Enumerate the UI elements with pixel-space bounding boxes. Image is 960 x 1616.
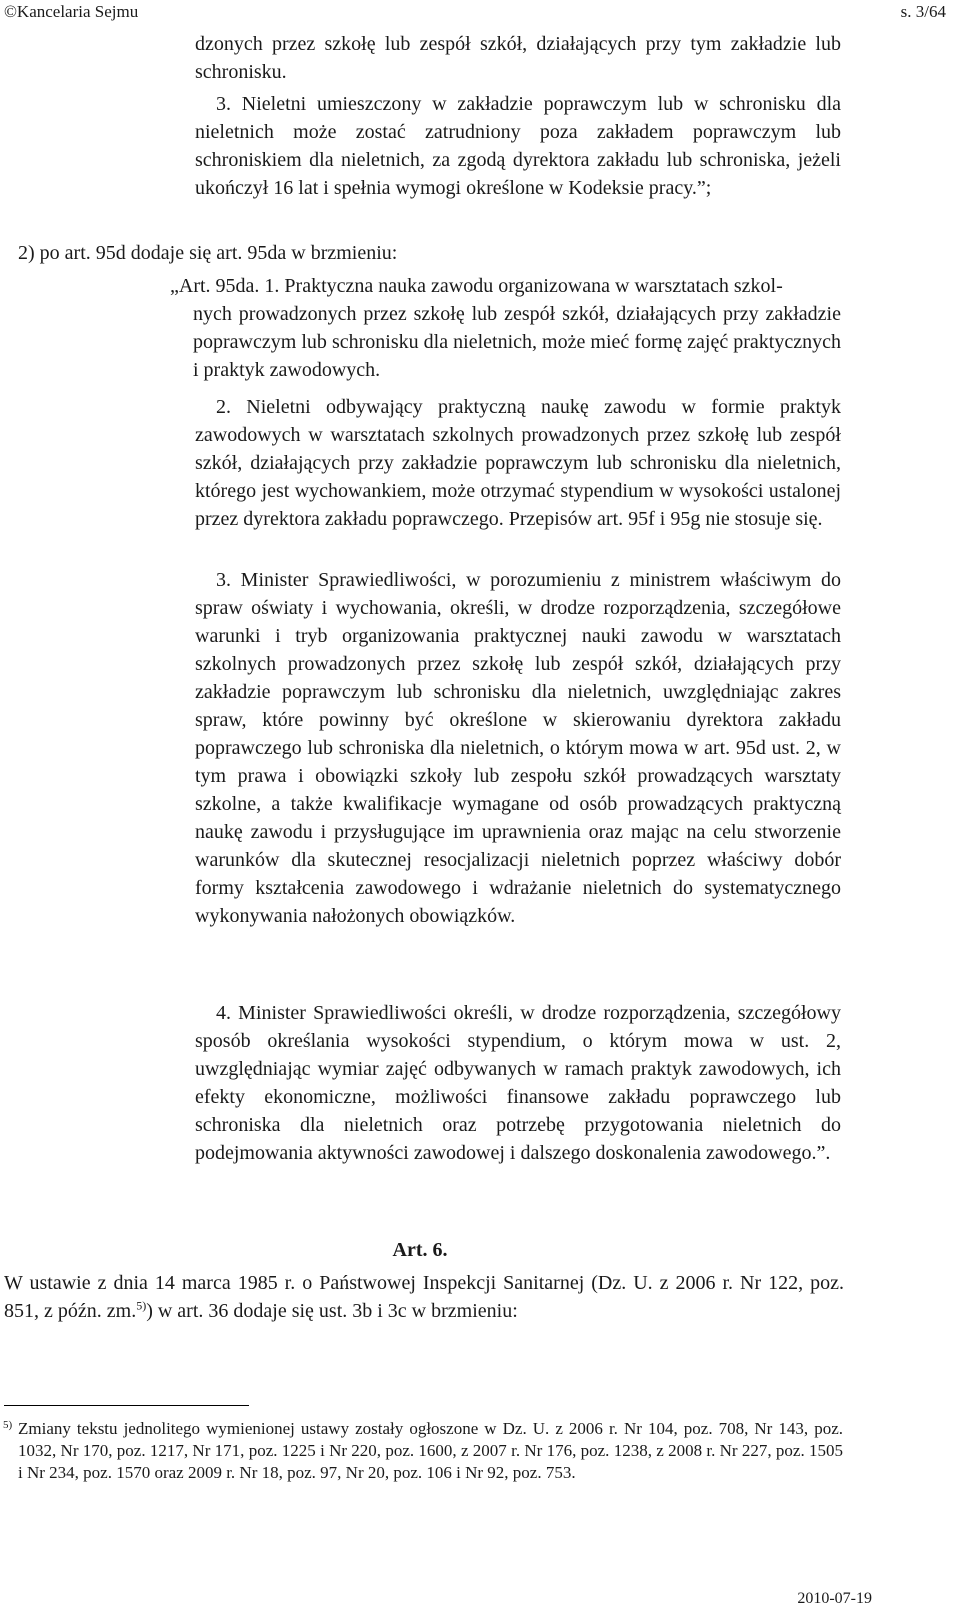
list-item-2: 2) po art. 95d dodaje się art. 95da w brzmieniu: bbox=[18, 242, 398, 264]
article-6-text-start: W ustawie z dnia 14 marca 1985 r. o Państwowej Inspekcji Sanitarnej (Dz. U. z 2006 r. Nr 122, poz. 851, z późn. zm. bbox=[4, 1272, 844, 1322]
article-6-body bbox=[4, 1269, 844, 1325]
paragraph-ust-3: 3. Nieletni umieszczony w zakładzie poprawczym lub w schronisku dla nieletnich może zostać zatrudniony poza zakładem poprawczym lub schroniskiem dla nieletnich, za zgodą dyrektora zakładu lub schroniska, jeżeli ukończył 16 lat i spełnia wymogi określone w Kodeksie pracy.”; bbox=[195, 93, 841, 199]
footnote-marker: 5) bbox=[3, 1419, 13, 1431]
article-95da-ust-1-rest: nych prowadzonych przez szkołę lub zespół szkół, działających przy zakładzie poprawczym lub schronisku dla nieletnich, może mieć formę zajęć praktycznych i praktyk zawodowych. bbox=[193, 303, 841, 381]
footer-date: 2010-07-19 bbox=[797, 1590, 872, 1607]
footnote-divider bbox=[4, 1405, 249, 1406]
article-6-text-end: ) w art. 36 dodaje się ust. 3b i 3c w brzmieniu: bbox=[146, 1300, 518, 1322]
article-95da-ust-2: 2. Nieletni odbywający praktyczną naukę zawodu w formie praktyk zawodowych w warsztatach szkolnych prowadzonych przez szkołę lub zespół szkół, działających przy zakładzie poprawczym lub schronisku dla nieletnich, którego jest wychowankiem, może otrzymać stypendium w wysokości ustalonej przez dyrektora zakładu poprawczego. Przepisów art. 95f i 95g nie stosuje się. bbox=[195, 396, 841, 530]
footnote bbox=[3, 1418, 843, 1484]
article-6-title: Art. 6. bbox=[392, 1239, 448, 1261]
article-95da-ust-3: 3. Minister Sprawiedliwości, w porozumieniu z ministrem właściwym do spraw oświaty i wychowania, określi, w drodze rozporządzenia, szczegółowe warunki i tryb organizowania praktycznej nauki zawodu w warsztatach szkolnych prowadzonych przez szkołę lub zespół szkół, działających przy zakładzie poprawczym lub schronisku dla nieletnich, uwzględniając zakres spraw, które powinny być określone w skierowaniu dyrektora zakładu poprawczego lub schroniska dla nieletnich, o którym mowa w art. 95d ust. 2, w tym prawa i obowiązki szkoły lub zespołu szkół prowadzących warsztaty szkolne, a także kwalifikacje wymagane od osób prowadzących praktyczną naukę zawodu i przysługujące im uprawnienia oraz mając na celu stworzenie warunków dla skutecznej resocjalizacji nieletnich poprzez właściwy dobór formy kształcenia zawodowego i wdrażanie nieletnich do systematycznego wykonywania nałożonych obowiązków. bbox=[195, 569, 841, 927]
footnote-reference[interactable]: 5) bbox=[136, 1298, 147, 1313]
header-copyright: ©Kancelaria Sejmu bbox=[4, 2, 139, 21]
article-95da-ust-1-first-line: „Art. 95da. 1. Praktyczna nauka zawodu organizowana w warsztatach szkol- bbox=[170, 275, 783, 297]
paragraph-continuation: dzonych przez szkołę lub zespół szkół, działających przy tym zakładzie lub schronisku. bbox=[195, 33, 841, 83]
article-95da-ust-4: 4. Minister Sprawiedliwości określi, w drodze rozporządzenia, szczegółowy sposób określania wysokości stypendium, o którym mowa w ust. 2, uwzględniając wymiar zajęć odbywanych w ramach praktyk zawodowych, ich efekty ekonomiczne, możliwości finansowe zakładu poprawczego lub schroniska dla nieletnich oraz potrzebę przygotowania nieletnich do podejmowania aktywności zawodowej i dalszego doskonalenia zawodowego.”. bbox=[195, 1002, 841, 1164]
page-number: s. 3/64 bbox=[900, 2, 946, 21]
article-95da-ust-1 bbox=[170, 272, 841, 384]
footnote-text: Zmiany tekstu jednolitego wymienionej ustawy zostały ogłoszone w Dz. U. z 2006 r. Nr 104, poz. 708, Nr 143, poz. 1032, Nr 170, poz. 1217, Nr 171, poz. 1225 i Nr 220, poz. 1600, z 2007 r. Nr 176, poz. 1238, z 2008 r. Nr 227, poz. 1505 i Nr 234, poz. 1570 oraz 2009 r. Nr 18, poz. 97, Nr 20, poz. 106 i Nr 92, poz. 753. bbox=[18, 1419, 843, 1482]
